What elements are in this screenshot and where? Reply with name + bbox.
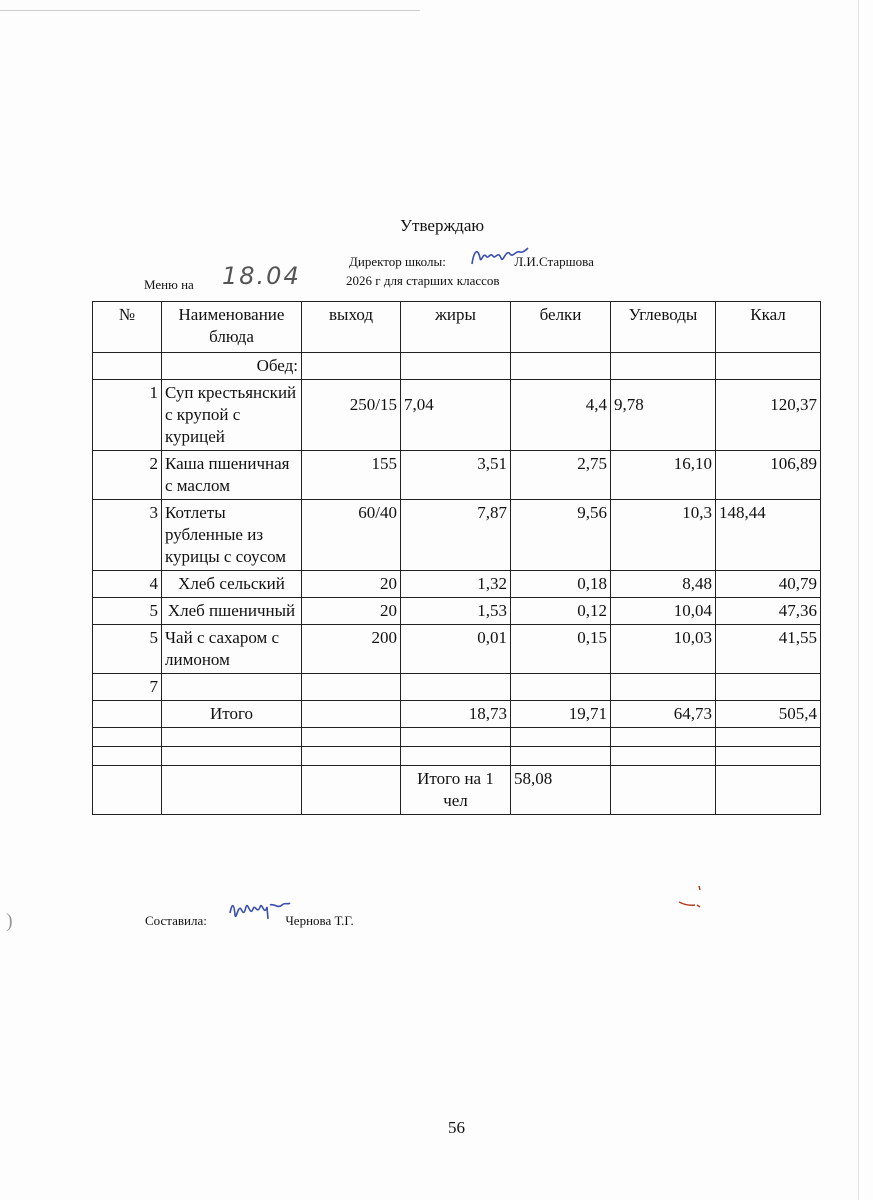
cell [511,674,611,701]
dish-yield: 20 [302,598,401,625]
table-row [93,674,821,701]
empty-row [93,728,821,747]
dish-protein: 4,4 [511,380,611,451]
dish-fat: 1,53 [401,598,511,625]
dish-name: Хлеб пшеничный [162,598,302,625]
col-header-kcal: Ккал [716,302,821,353]
row-number: 7 [93,674,162,701]
empty-row [93,747,821,766]
approval-heading: Утверждаю [400,216,485,235]
total-label: Итого [162,701,302,728]
cell [611,353,716,380]
dish-kcal: 120,37 [716,380,821,451]
total-fat: 18,73 [401,701,511,728]
section-row [93,353,821,380]
cell [93,701,162,728]
dish-protein: 0,18 [511,571,611,598]
composer-name: Чернова Т.Г. [285,913,354,928]
cell [302,747,401,766]
scan-edge-line [0,10,420,11]
page-number: 56 [448,1118,465,1137]
cell [611,674,716,701]
dish-carbs: 8,48 [611,571,716,598]
dish-fat: 7,04 [401,380,511,451]
row-number: 1 [93,380,162,451]
dish-kcal: 47,36 [716,598,821,625]
dish-fat: 3,51 [401,451,511,500]
composer-signature [226,899,292,923]
cell [611,747,716,766]
handwritten-date: 18.04 [222,262,301,290]
cell [716,353,821,380]
cell [162,728,302,747]
director-label: Директор школы: [349,254,446,269]
cell [511,747,611,766]
cell [511,353,611,380]
cell [93,353,162,380]
dish-yield: 250/15 [302,380,401,451]
cell [401,674,511,701]
dish-name: Чай с сахаром с лимоном [162,625,302,674]
dish-name [162,674,302,701]
scan-edge-right [858,0,859,1200]
composed-label: Составила: [145,913,207,928]
menu-table [92,301,821,815]
cell [302,353,401,380]
per-person-value: 58,08 [511,766,611,815]
dish-name: Хлеб сельский [162,571,302,598]
total-row [93,701,821,728]
cell [93,728,162,747]
menu-subtitle: 2026 г для старших классов [346,273,500,288]
cell [611,728,716,747]
dish-carbs: 10,03 [611,625,716,674]
row-number: 4 [93,571,162,598]
cell [611,766,716,815]
table-row [93,451,821,500]
dish-fat: 1,32 [401,571,511,598]
col-header-protein: белки [511,302,611,353]
row-number: 5 [93,625,162,674]
dish-kcal: 106,89 [716,451,821,500]
cell [716,747,821,766]
cell [302,766,401,815]
total-kcal: 505,4 [716,701,821,728]
ink-stain [675,884,705,912]
col-header-fat: жиры [401,302,511,353]
dish-yield: 60/40 [302,500,401,571]
menu-label: Меню на [144,277,194,292]
dish-protein: 9,56 [511,500,611,571]
cell [93,766,162,815]
dish-protein: 0,12 [511,598,611,625]
cell [716,674,821,701]
table-row [93,598,821,625]
dish-name: Котлеты рубленные из курицы с соусом [162,500,302,571]
dish-yield: 200 [302,625,401,674]
per-person-label: Итого на 1 чел [401,766,511,815]
dish-yield: 20 [302,571,401,598]
cell [401,353,511,380]
dish-kcal: 40,79 [716,571,821,598]
table-row [93,571,821,598]
total-carbs: 64,73 [611,701,716,728]
table-row [93,380,821,451]
cell [302,701,401,728]
col-header-yield: выход [302,302,401,353]
row-number: 5 [93,598,162,625]
col-header-carbs: Углеводы [611,302,716,353]
dish-carbs: 16,10 [611,451,716,500]
dish-kcal: 41,55 [716,625,821,674]
dish-yield: 155 [302,451,401,500]
cell [511,728,611,747]
per-person-row [93,766,821,815]
col-header-number: № [93,302,162,353]
dish-carbs: 9,78 [611,380,716,451]
col-header-dish: Наименование блюда [162,302,302,353]
table-row [93,625,821,674]
cell [162,747,302,766]
dish-carbs: 10,04 [611,598,716,625]
dish-name: Каша пшеничная с маслом [162,451,302,500]
cell [716,728,821,747]
dish-name: Суп крестьянский с крупой с курицей [162,380,302,451]
cell [401,728,511,747]
table-row [93,500,821,571]
cell [93,747,162,766]
row-number: 2 [93,451,162,500]
dish-protein: 0,15 [511,625,611,674]
dish-carbs: 10,3 [611,500,716,571]
director-name: Л.И.Старшова [514,254,594,269]
cell [162,766,302,815]
table-header-row [93,302,821,353]
cell [302,728,401,747]
row-number: 3 [93,500,162,571]
dish-fat: 0,01 [401,625,511,674]
section-label: Обед: [162,353,302,380]
cell [401,747,511,766]
cell [302,674,401,701]
dish-kcal: 148,44 [716,500,821,571]
cell [716,766,821,815]
total-protein: 19,71 [511,701,611,728]
dish-fat: 7,87 [401,500,511,571]
dish-protein: 2,75 [511,451,611,500]
director-signature [468,244,530,270]
margin-mark: ) [6,910,13,932]
